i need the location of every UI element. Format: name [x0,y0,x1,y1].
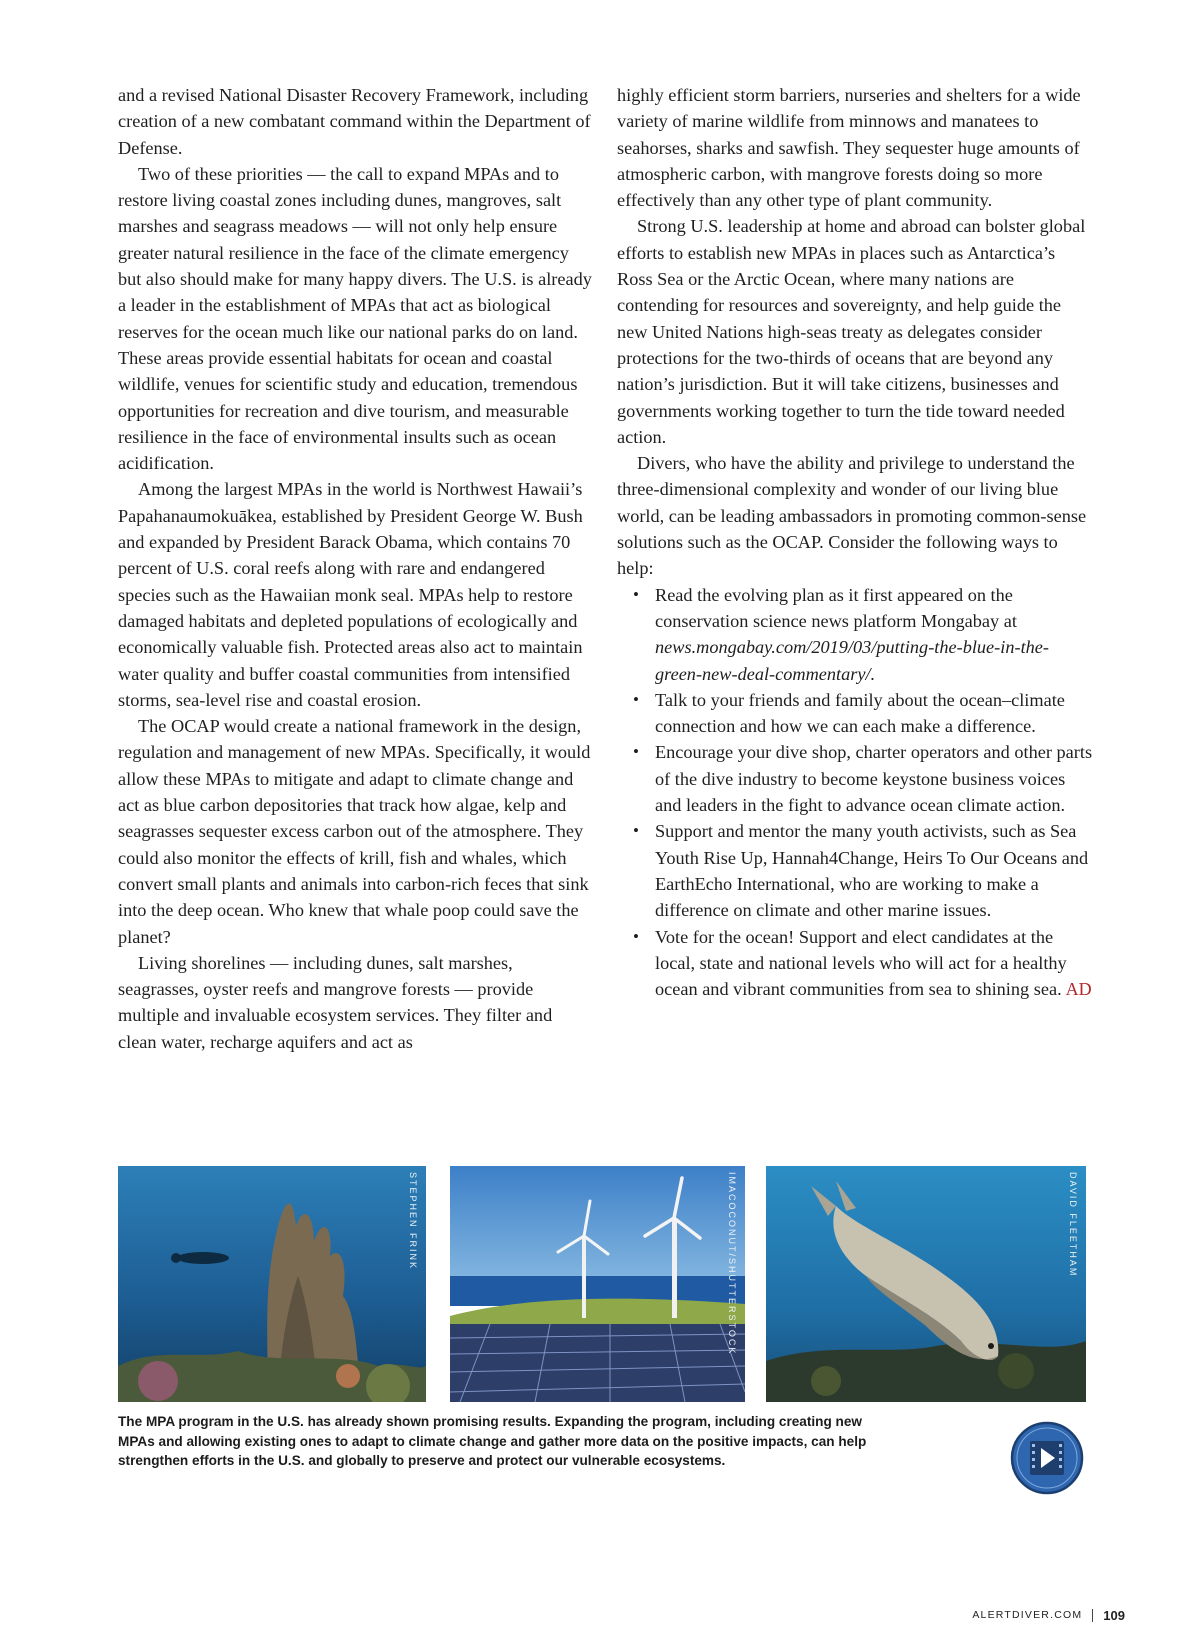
renewable-energy-image [450,1166,745,1402]
paragraph: Living shorelines — including dunes, salt marshes, seagrasses, oyster reefs and mangrove forests — provide multiple and invaluable ecosystem services. They filter and clean water, recharge aquifers and act as [118,952,553,1052]
end-mark: AD [1065,979,1092,1000]
list-item: • Encourage your dive shop, charter operators and other parts of the dive industry to become keystone business voices and leaders in the fight to advance ocean climate action. [655,739,1095,818]
monk-seal-photo [766,1166,1086,1402]
list-item: • Support and mentor the many youth activists, such as Sea Youth Rise Up, Hannah4Change, Heirs To Our Oceans and EarthEcho International, who are working to make a difference on climate and other marine issues. [655,818,1095,923]
paragraph: highly efficient storm barriers, nurseries and shelters for a wide variety of marine wildlife from minnows and manatees to seahorses, sharks and sawfish. They sequester huge amounts of atmospheric carbon, with mangrove forests doing so more effectively than any other type of plant community. [617,85,1081,211]
left-column [118,82,594,1055]
list-item: • Talk to your friends and family about the ocean–climate connection and how we can each make a difference. [655,687,1095,740]
paragraph: Strong U.S. leadership at home and abroad can bolster global efforts to establish new MPAs in places such as Antarctica’s Ross Sea or the Arctic Ocean, where many nations are contending for resources and sovereignty, and help guide the new United Nations high-seas treaty as delegates consider protections for the two-thirds of oceans that are beyond any nation’s jurisdiction. But it will take citizens, businesses and governments working together to turn the tide toward needed action. [617,216,1086,447]
photo-credit: DAVID FLEETHAM [1068,1172,1078,1278]
list-item-text: Read the evolving plan as it first appeared on the conservation science news platform Mongabay at [655,584,1017,631]
coral-reef-image [118,1166,426,1402]
paragraph: and a revised National Disaster Recovery Framework, including creation of a new combatant command within the Department of Defense. [118,85,591,158]
coral-reef-photo [118,1166,426,1402]
right-column [617,82,1095,1002]
mongabay-link[interactable]: news.mongabay.com/2019/03/putting-the-blue-in-the-green-new-deal-commentary/. [655,637,1049,684]
list-item [655,582,1095,687]
paragraph: Divers, who have the ability and privilege to understand the three-dimensional complexity and wonder of our living blue world, can be leading ambassadors in promoting common-sense solutions such as the OCAP. Consider the following ways to help: [617,453,1087,579]
site-name: ALERTDIVER.COM [972,1609,1083,1621]
video-play-button[interactable] [1010,1421,1084,1495]
footer-divider [1092,1609,1093,1622]
paragraph: The OCAP would create a national framework in the design, regulation and management of new MPAs. Specifically, it would allow these MPAs to mitigate and adapt to climate change and act as blue carbon depositories that track how algae, kelp and seagrasses sequester excess carbon out of the atmosphere. They could also monitor the effects of krill, fish and whales, which convert small plants and animals into carbon-rich feces that sink into the deep ocean. Who knew that whale poop could save the planet? [118,716,591,947]
renewable-energy-photo [450,1166,745,1402]
list-item-text: Vote for the ocean! Support and elect candidates at the local, state and national levels who will act for a healthy ocean and vibrant communities from sea to shining sea. [655,926,1067,1000]
photo-caption: The MPA program in the U.S. has already shown promising results. Expanding the program, including creating new MPAs and allowing existing ones to adapt to climate change and gather more data on the positive impacts, can help strengthen efforts in the U.S. and globally to preserve and protect our vulnerable ecosystems. [118,1414,867,1468]
film-play-icon [1010,1421,1084,1495]
action-list [617,582,1095,1003]
photo-credit: IMACOCONUT/SHUTTERSTOCK [727,1172,737,1356]
paragraph: Two of these priorities — the call to expand MPAs and to restore living coastal zones including dunes, mangroves, salt marshes and seagrass meadows — will not only help ensure greater natural resilience in the face of the climate emergency but also should make for many happy divers. The U.S. is already a leader in the establishment of MPAs that act as biological reserves for the ocean much like our national parks do on land. These areas provide essential habitats for ocean and coastal wildlife, venues for scientific study and education, tremendous opportunities for recreation and dive tourism, and measurable resilience in the face of environmental insults such as ocean acidification. [118,163,592,474]
paragraph: Among the largest MPAs in the world is Northwest Hawaii’s Papahanaumokuākea, established by President George W. Bush and expanded by President Barack Obama, which contains 70 percent of U.S. coral reefs along with rare and endangered species such as the Hawaiian monk seal. MPAs help to restore damaged habitats and depleted populations of ecologically and economically valuable fish. Protected areas also act to maintain water quality and buffer coastal communities from intensified storms, sea-level rise and coastal erosion. [118,479,583,710]
list-item [655,924,1095,1003]
page-footer [960,1605,1125,1625]
photo-credit: STEPHEN FRINK [408,1172,418,1271]
page-number: 109 [1103,1607,1125,1623]
monk-seal-image [766,1166,1086,1402]
